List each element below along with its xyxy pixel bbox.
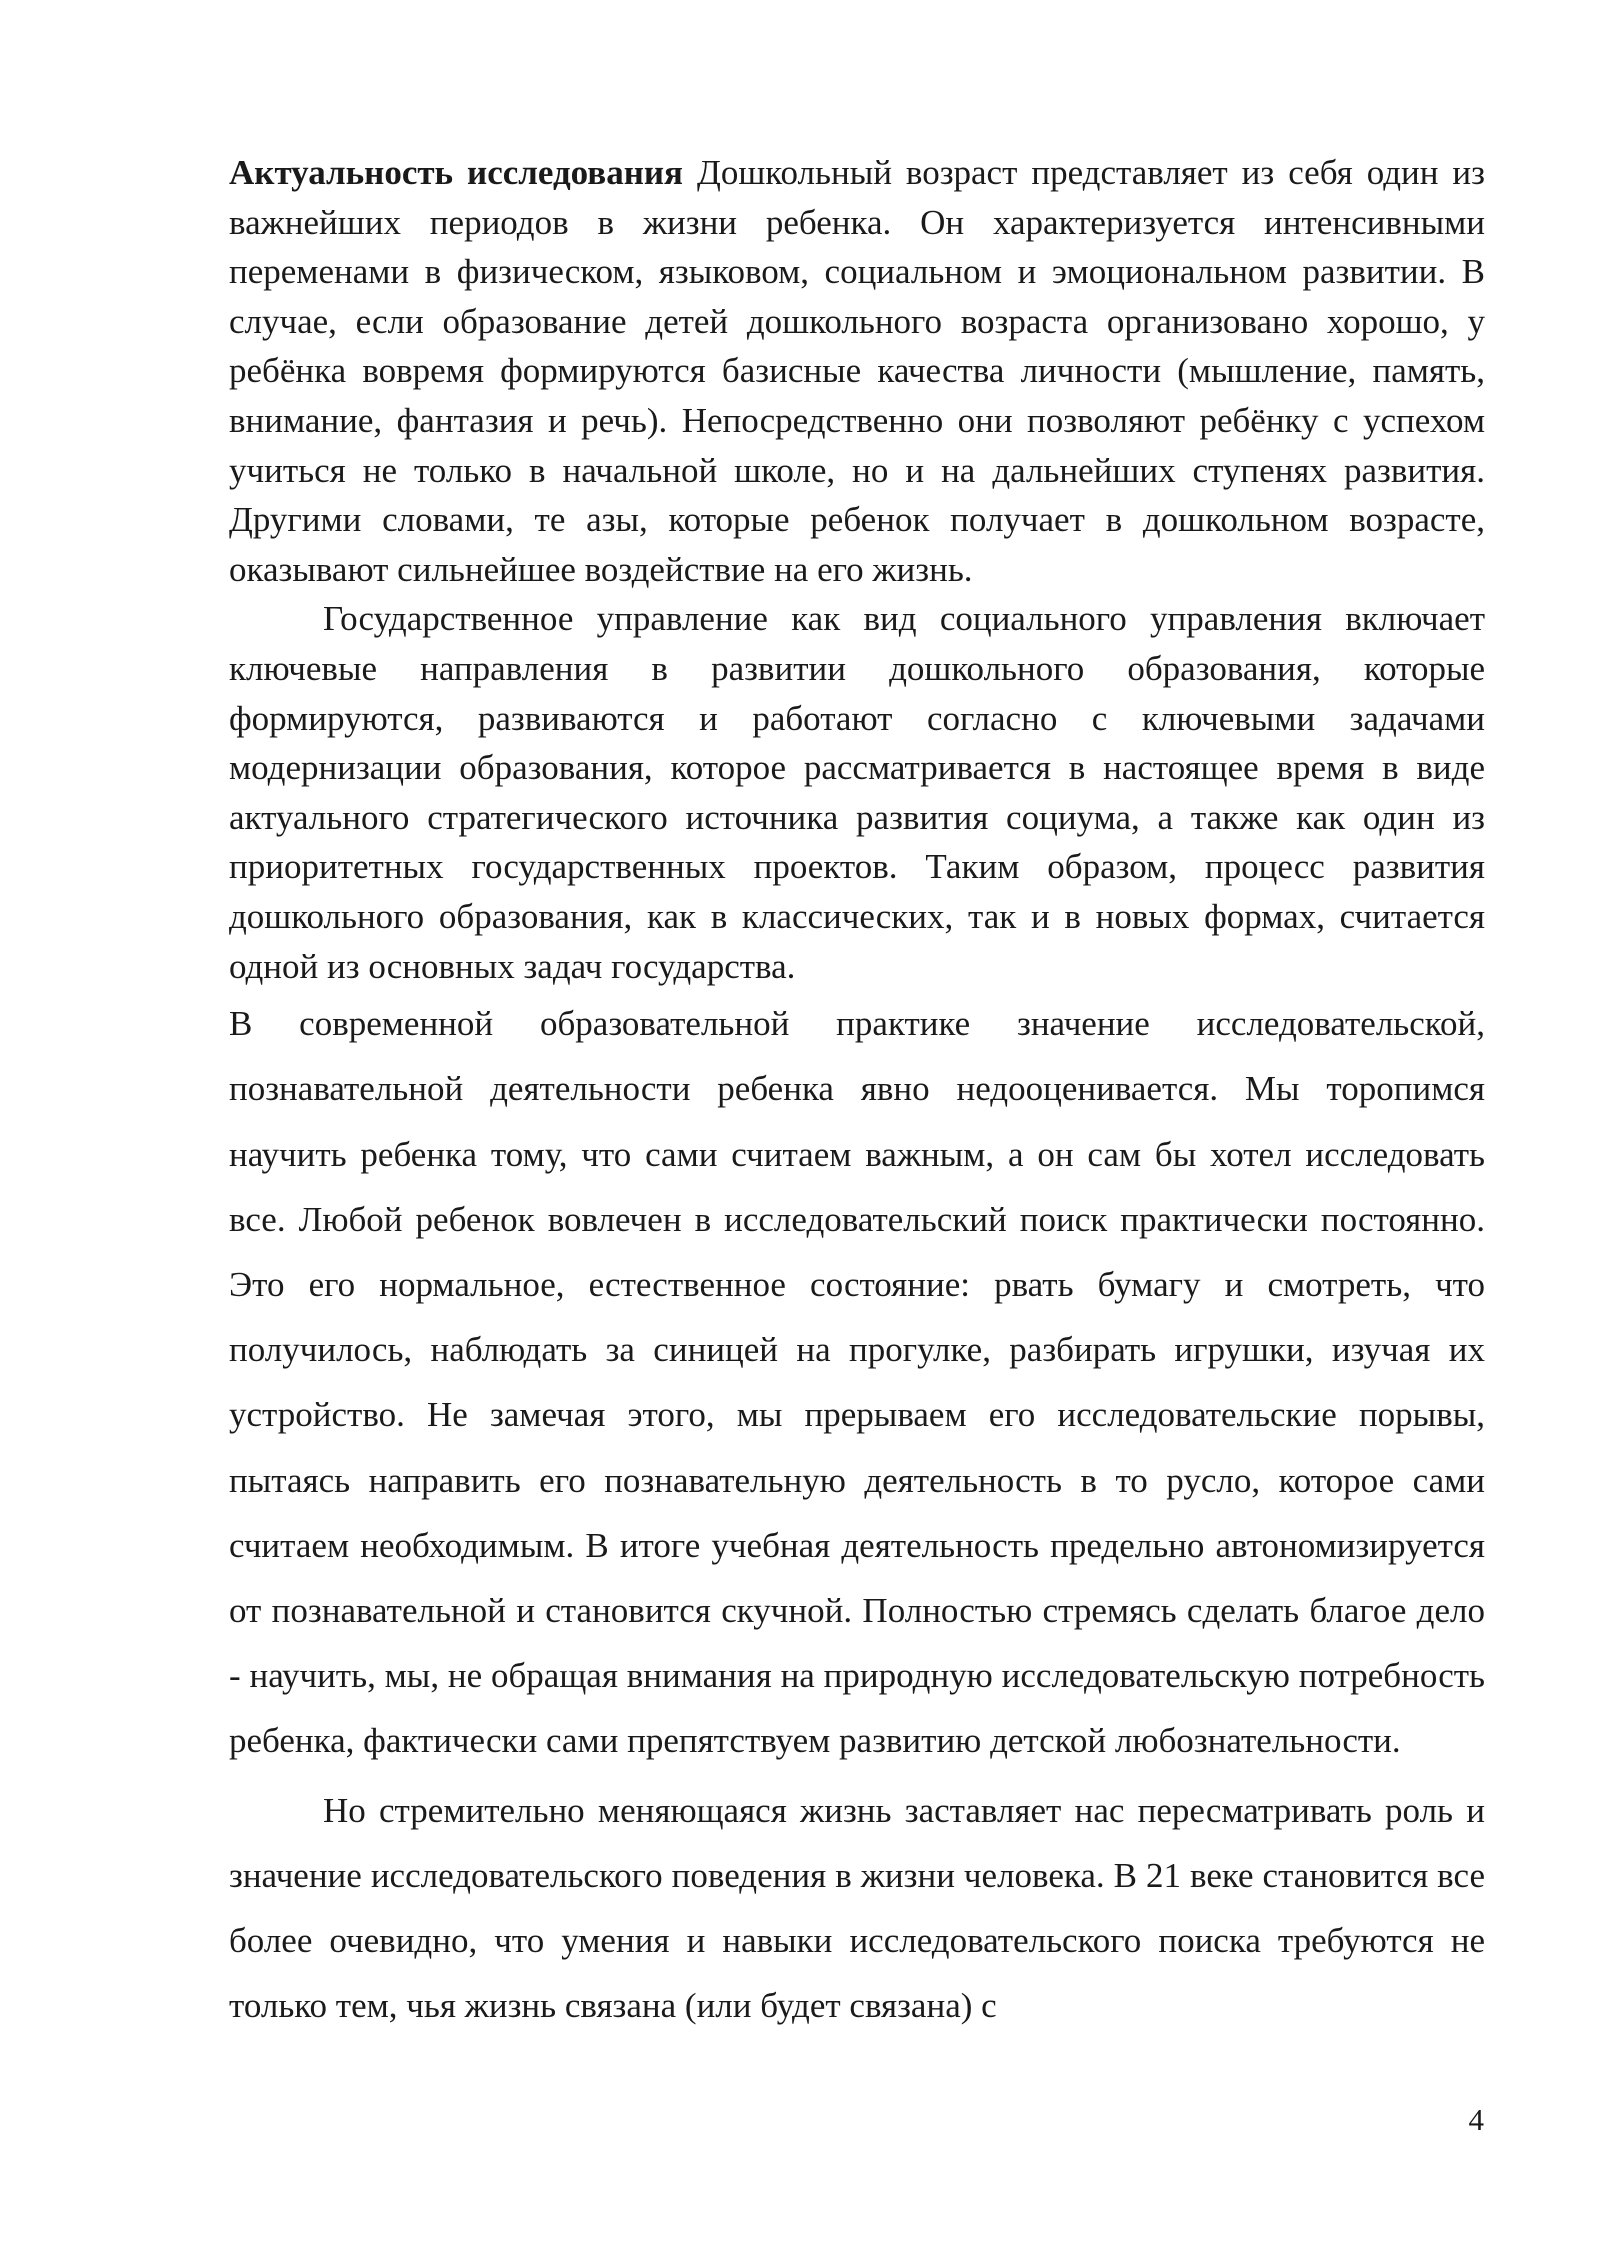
paragraph-relevance (229, 148, 1485, 594)
section-heading-inline: Актуальность исследования (229, 153, 683, 192)
paragraph-changing-life: Но стремительно меняющаяся жизнь заставляет нас пересматривать роль и значение исследовательского поведения в жизни человека. В 21 веке становится все более очевидно, что умения и навыки исследовательского поиска требуются не только тем, чья жизнь связана (или будет связана) с (229, 1790, 1485, 2026)
page-number: 4 (1468, 2102, 1484, 2137)
paragraph-state-management: Государственное управление как вид социального управления включает ключевые направления в развитии дошкольного образования, которые формируются, развиваются и работают согласно с ключевыми задачами модернизации образования, которое рассматривается в настоящее время в виде актуального стратегического источника развития социума, а также как один из приоритетных государственных проектов. Таким образом, процесс развития дошкольного образования, как в классических, так и в новых формах, считается одной из основных задач государства. (229, 599, 1485, 986)
paragraph-text: Дошкольный возраст представляет из себя один из важнейших периодов в жизни ребенка. Он характеризуется интенсивными переменами в физическом, языковом, социальном и эмоциональном развитии. В случае, если образование детей дошкольного возраста организовано хорошо, у ребёнка вовремя формируются базисные качества личности (мышление, память, внимание, фантазия и речь). Непосредственно они позволяют ребёнку с успехом учиться не только в начальной школе, но и на дальнейших ступенях развития. Другими словами, те азы, которые ребенок получает в дошкольном возрасте, оказывают сильнейшее воздействие на его жизнь. (229, 153, 1485, 589)
page-body (229, 148, 1485, 2038)
paragraph-research-activity: В современной образовательной практике значение исследовательской, познавательной деятельности ребенка явно недооценивается. Мы торопимся научить ребенка тому, что сами считаем важным, а он сам бы хотел исследовать все. Любой ребенок вовлечен в исследовательский поиск практически постоянно. Это его нормальное, естественное состояние: рвать бумагу и смотреть, что получилось, наблюдать за синицей на прогулке, разбирать игрушки, изучая их устройство. Не замечая этого, мы прерываем его исследовательские порывы, пытаясь направить его познавательную деятельность в то русло, которое сами считаем необходимым. В итоге учебная деятельность предельно автономизируется от познавательной и становится скучной. Полностью стремясь сделать благое дело - научить, мы, не обращая внимания на природную исследовательскую потребность ребенка, фактически сами препятствуем развитию детской любознательности. (229, 1004, 1485, 1761)
